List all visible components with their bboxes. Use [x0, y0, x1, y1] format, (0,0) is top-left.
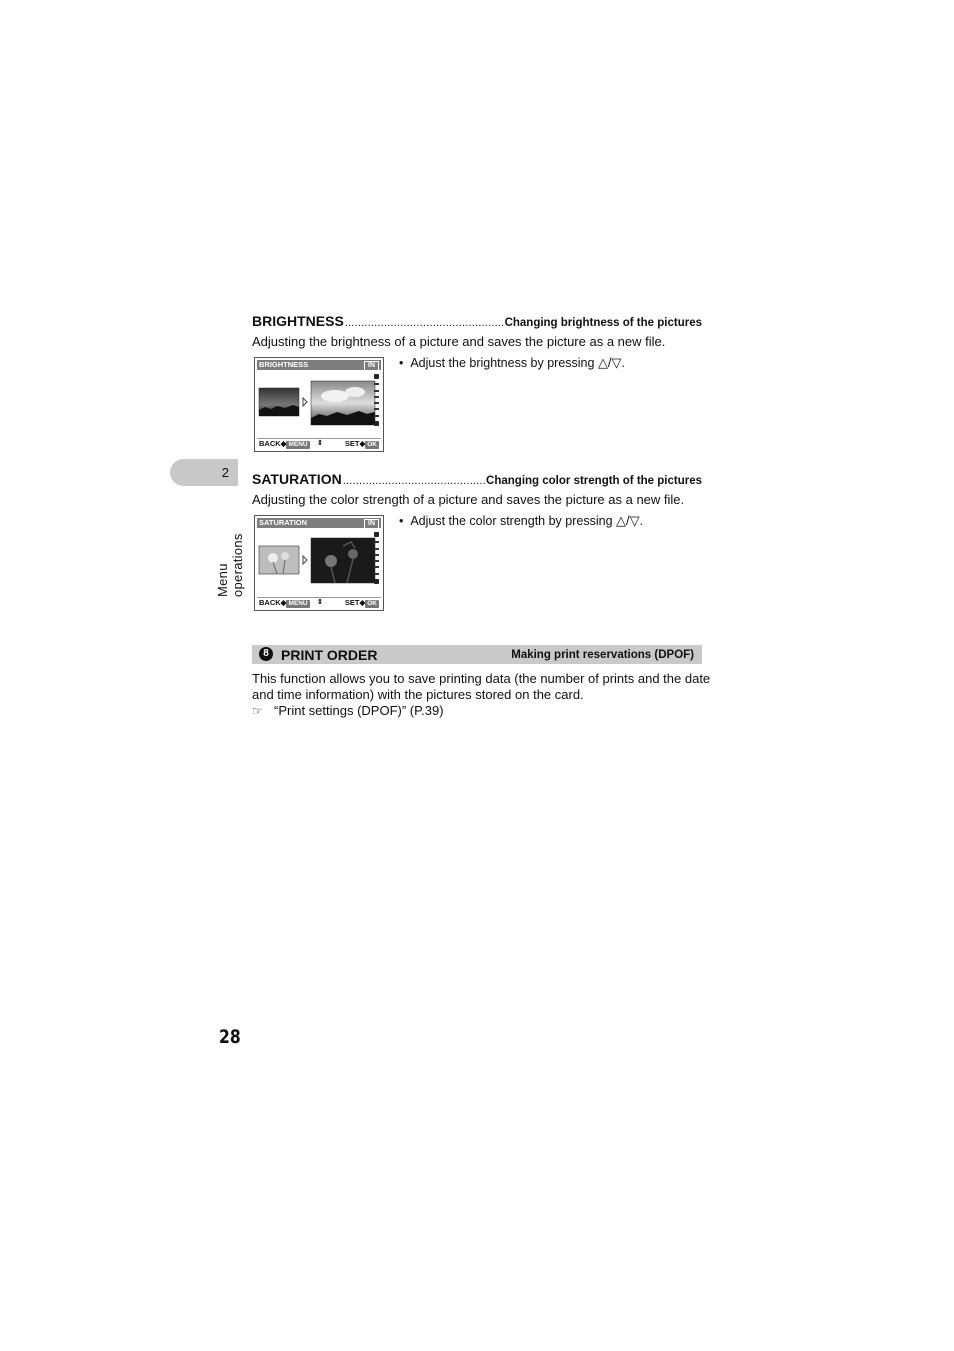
menu-number-badge: 8 — [259, 647, 273, 661]
brightness-description: Adjusting the brightness of a picture and saves the picture as a new file. — [252, 334, 666, 349]
set-hint: SET◆ OK — [344, 598, 377, 607]
print-order-reference: ☞ “Print settings (DPOF)” (P.39) — [252, 703, 444, 718]
screen-footer — [257, 438, 381, 449]
screen-title: SATURATION — [259, 518, 308, 527]
arrow-icon — [303, 556, 307, 564]
chapter-number: 2 — [221, 465, 229, 480]
back-hint: BACK◆ MENU — [259, 598, 308, 607]
screen-title: BRIGHTNESS — [259, 360, 309, 369]
ok-key-icon: OK — [367, 600, 377, 607]
menu-key-icon: MENU — [288, 441, 308, 448]
chapter-label: Menu operations — [215, 533, 245, 597]
original-thumbnail — [259, 546, 299, 574]
leader-dots — [343, 475, 485, 487]
brightness-title: BRIGHTNESS — [252, 313, 344, 329]
memory-badge: IN — [364, 519, 379, 529]
screen-footer — [257, 597, 381, 608]
memory-badge: IN — [364, 361, 379, 371]
page-number: 28 — [219, 1026, 241, 1048]
saturation-bullet: • Adjust the color strength by pressing △/▽. — [399, 513, 644, 528]
reference-pointer-icon: ☞ — [252, 704, 263, 718]
saturation-heading — [252, 471, 702, 487]
ok-key-icon: OK — [367, 441, 377, 448]
set-hint: SET◆ OK — [344, 439, 377, 448]
saturation-subtitle: Changing color strength of the pictures — [486, 475, 702, 487]
updown-key-icon: ⇕ — [317, 599, 323, 606]
print-order-title: PRINT ORDER — [281, 647, 378, 663]
arrow-icon — [303, 398, 307, 406]
saturation-title: SATURATION — [252, 471, 342, 487]
back-hint: BACK◆ MENU — [259, 439, 308, 448]
adjusted-preview — [311, 538, 375, 583]
brightness-screen — [254, 357, 384, 452]
print-order-subtitle: Making print reservations (DPOF) — [511, 649, 694, 661]
leader-dots — [345, 317, 504, 329]
saturation-screen — [254, 515, 384, 611]
print-order-line-1: This function allows you to save printing data (the number of prints and the date — [252, 671, 711, 686]
brightness-bullet: • Adjust the brightness by pressing △/▽. — [399, 355, 626, 370]
chapter-tab — [170, 459, 238, 486]
print-order-header — [252, 645, 702, 664]
up-down-arrow-icon: △/▽ — [616, 513, 640, 528]
print-order-line-2: and time information) with the pictures stored on the card. — [252, 687, 584, 702]
level-scale — [373, 532, 380, 584]
updown-key-icon: ⇕ — [317, 440, 323, 447]
brightness-subtitle: Changing brightness of the pictures — [504, 317, 702, 329]
brightness-heading — [252, 313, 702, 329]
up-down-arrow-icon: △/▽ — [597, 355, 622, 370]
saturation-description: Adjusting the color strength of a picture and saves the picture as a new file. — [252, 492, 685, 507]
menu-key-icon: MENU — [288, 600, 308, 607]
level-scale — [373, 374, 380, 426]
